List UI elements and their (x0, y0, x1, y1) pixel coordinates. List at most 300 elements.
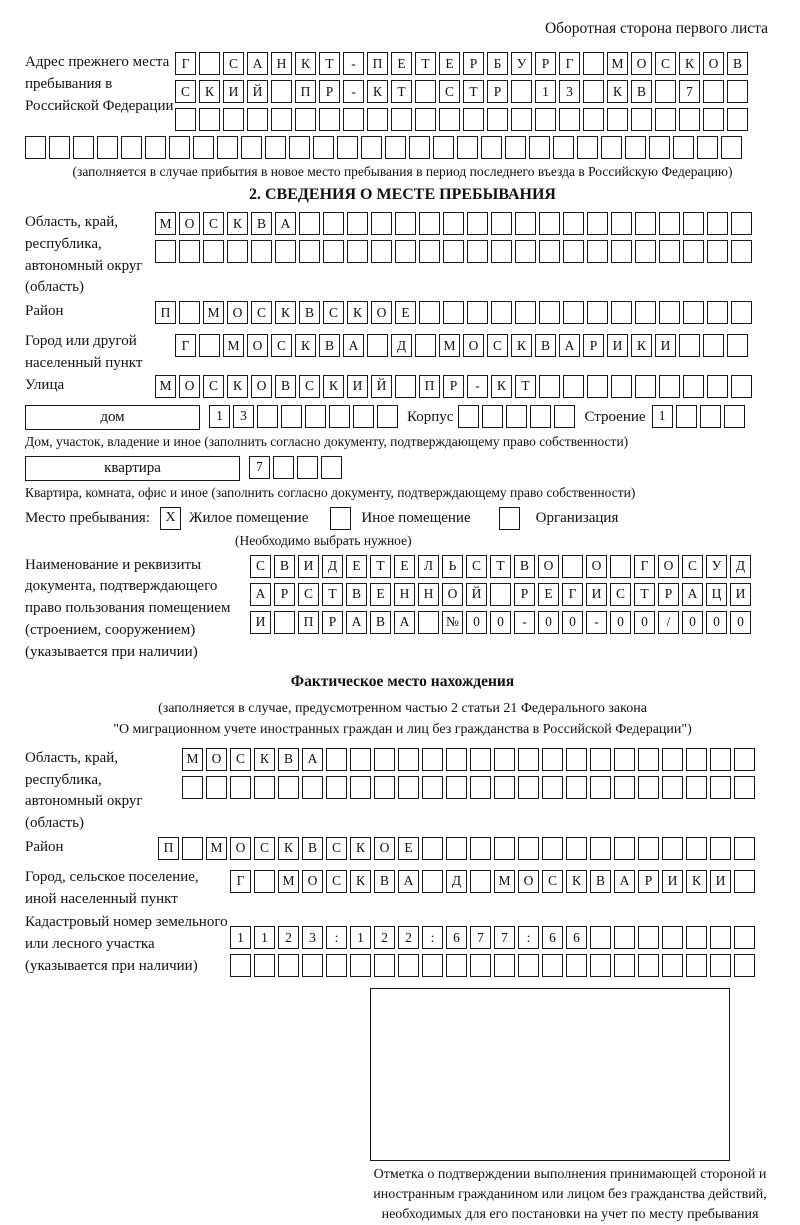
char-cell[interactable]: К (511, 334, 532, 357)
char-cell[interactable] (614, 954, 635, 977)
char-cell[interactable]: 0 (538, 611, 559, 634)
char-cell[interactable]: С (203, 375, 224, 398)
char-cell[interactable]: 0 (610, 611, 631, 634)
char-cell[interactable]: : (326, 926, 347, 949)
char-cell[interactable] (518, 748, 539, 771)
char-cell[interactable] (635, 301, 656, 324)
char-cell[interactable] (662, 926, 683, 949)
char-cell[interactable]: О (179, 212, 200, 235)
char-cell[interactable]: 3 (302, 926, 323, 949)
char-cell[interactable]: М (494, 870, 515, 893)
char-cell[interactable]: О (227, 301, 248, 324)
char-cell[interactable]: В (535, 334, 556, 357)
char-cell[interactable] (679, 108, 700, 131)
char-cell[interactable] (374, 954, 395, 977)
char-cell[interactable]: К (275, 301, 296, 324)
char-cell[interactable] (257, 405, 278, 428)
char-cell[interactable] (289, 136, 310, 159)
char-cell[interactable]: В (346, 583, 367, 606)
char-cell[interactable]: Д (446, 870, 467, 893)
char-cell[interactable]: В (514, 555, 535, 578)
char-cell[interactable]: А (343, 334, 364, 357)
char-cell[interactable] (638, 748, 659, 771)
char-cell[interactable] (673, 136, 694, 159)
checkbox-other-premises[interactable] (330, 507, 351, 530)
char-cell[interactable] (422, 776, 443, 799)
char-cell[interactable] (337, 136, 358, 159)
char-cell[interactable] (731, 212, 752, 235)
char-cell[interactable] (734, 954, 755, 977)
char-cell[interactable]: И (223, 80, 244, 103)
char-cell[interactable]: В (590, 870, 611, 893)
char-cell[interactable]: М (155, 212, 176, 235)
char-cell[interactable] (679, 334, 700, 357)
char-cell[interactable]: : (422, 926, 443, 949)
char-cell[interactable] (614, 926, 635, 949)
char-cell[interactable]: В (302, 837, 323, 860)
char-cell[interactable]: Л (418, 555, 439, 578)
char-cell[interactable] (422, 954, 443, 977)
char-cell[interactable]: Р (638, 870, 659, 893)
char-cell[interactable]: С (326, 837, 347, 860)
char-cell[interactable]: К (278, 837, 299, 860)
char-cell[interactable] (614, 748, 635, 771)
char-cell[interactable]: Е (391, 52, 412, 75)
char-cell[interactable] (121, 136, 142, 159)
char-cell[interactable] (683, 375, 704, 398)
char-cell[interactable] (422, 748, 443, 771)
char-cell[interactable]: Т (634, 583, 655, 606)
char-cell[interactable]: / (658, 611, 679, 634)
char-cell[interactable]: Е (395, 301, 416, 324)
char-cell[interactable] (734, 837, 755, 860)
char-cell[interactable]: И (586, 583, 607, 606)
char-cell[interactable]: Т (463, 80, 484, 103)
char-cell[interactable]: С (323, 301, 344, 324)
char-cell[interactable]: Р (319, 80, 340, 103)
char-cell[interactable]: К (199, 80, 220, 103)
char-cell[interactable]: К (686, 870, 707, 893)
char-cell[interactable] (587, 375, 608, 398)
char-cell[interactable] (371, 240, 392, 263)
char-cell[interactable]: 7 (494, 926, 515, 949)
char-cell[interactable] (433, 136, 454, 159)
char-cell[interactable] (734, 748, 755, 771)
char-cell[interactable] (631, 108, 652, 131)
char-cell[interactable]: К (679, 52, 700, 75)
char-cell[interactable] (707, 212, 728, 235)
char-cell[interactable] (515, 240, 536, 263)
char-cell[interactable] (299, 212, 320, 235)
char-cell[interactable]: Т (391, 80, 412, 103)
char-cell[interactable] (731, 240, 752, 263)
char-cell[interactable]: С (326, 870, 347, 893)
char-cell[interactable] (490, 583, 511, 606)
char-cell[interactable]: В (374, 870, 395, 893)
char-cell[interactable]: С (655, 52, 676, 75)
char-cell[interactable]: О (658, 555, 679, 578)
char-cell[interactable] (203, 240, 224, 263)
char-cell[interactable] (686, 954, 707, 977)
char-cell[interactable]: Д (730, 555, 751, 578)
char-cell[interactable]: В (251, 212, 272, 235)
char-cell[interactable] (607, 108, 628, 131)
char-cell[interactable]: А (275, 212, 296, 235)
char-cell[interactable] (367, 108, 388, 131)
char-cell[interactable]: - (586, 611, 607, 634)
char-cell[interactable]: П (419, 375, 440, 398)
char-cell[interactable] (539, 301, 560, 324)
char-cell[interactable]: 7 (679, 80, 700, 103)
char-cell[interactable] (505, 136, 526, 159)
char-cell[interactable]: 2 (278, 926, 299, 949)
char-cell[interactable] (659, 240, 680, 263)
char-cell[interactable]: О (518, 870, 539, 893)
char-cell[interactable] (542, 837, 563, 860)
char-cell[interactable]: 0 (706, 611, 727, 634)
char-cell[interactable]: А (247, 52, 268, 75)
char-cell[interactable] (566, 954, 587, 977)
char-cell[interactable]: С (230, 748, 251, 771)
char-cell[interactable] (734, 870, 755, 893)
char-cell[interactable]: Б (487, 52, 508, 75)
char-cell[interactable] (199, 334, 220, 357)
char-cell[interactable] (278, 954, 299, 977)
char-cell[interactable]: Г (559, 52, 580, 75)
char-cell[interactable] (710, 954, 731, 977)
char-cell[interactable] (418, 611, 439, 634)
char-cell[interactable] (494, 748, 515, 771)
char-cell[interactable] (446, 837, 467, 860)
char-cell[interactable] (554, 405, 575, 428)
char-cell[interactable] (343, 108, 364, 131)
house-type-box[interactable]: дом (25, 405, 200, 430)
char-cell[interactable] (313, 136, 334, 159)
char-cell[interactable]: К (227, 212, 248, 235)
char-cell[interactable]: 0 (490, 611, 511, 634)
char-cell[interactable]: О (538, 555, 559, 578)
char-cell[interactable] (583, 108, 604, 131)
char-cell[interactable] (686, 748, 707, 771)
char-cell[interactable]: В (299, 301, 320, 324)
char-cell[interactable]: А (302, 748, 323, 771)
char-cell[interactable]: 6 (446, 926, 467, 949)
char-cell[interactable] (97, 136, 118, 159)
char-cell[interactable] (587, 212, 608, 235)
char-cell[interactable] (518, 954, 539, 977)
char-cell[interactable]: К (367, 80, 388, 103)
char-cell[interactable] (446, 748, 467, 771)
char-cell[interactable] (535, 108, 556, 131)
char-cell[interactable]: И (710, 870, 731, 893)
char-cell[interactable] (710, 776, 731, 799)
char-cell[interactable] (467, 212, 488, 235)
char-cell[interactable] (297, 456, 318, 479)
char-cell[interactable] (446, 776, 467, 799)
apartment-type-box[interactable]: квартира (25, 456, 240, 481)
char-cell[interactable] (611, 301, 632, 324)
char-cell[interactable] (227, 240, 248, 263)
char-cell[interactable]: А (614, 870, 635, 893)
char-cell[interactable]: - (343, 52, 364, 75)
char-cell[interactable] (659, 301, 680, 324)
char-cell[interactable] (710, 748, 731, 771)
char-cell[interactable]: О (302, 870, 323, 893)
char-cell[interactable] (731, 301, 752, 324)
char-cell[interactable] (361, 136, 382, 159)
char-cell[interactable]: П (298, 611, 319, 634)
char-cell[interactable]: С (610, 583, 631, 606)
char-cell[interactable]: И (607, 334, 628, 357)
char-cell[interactable] (193, 136, 214, 159)
char-cell[interactable] (727, 108, 748, 131)
char-cell[interactable] (662, 776, 683, 799)
char-cell[interactable] (175, 108, 196, 131)
char-cell[interactable]: С (542, 870, 563, 893)
char-cell[interactable] (542, 954, 563, 977)
char-cell[interactable]: Р (487, 80, 508, 103)
char-cell[interactable]: П (367, 52, 388, 75)
char-cell[interactable]: О (179, 375, 200, 398)
char-cell[interactable] (179, 301, 200, 324)
char-cell[interactable] (182, 776, 203, 799)
char-cell[interactable] (470, 870, 491, 893)
char-cell[interactable] (542, 748, 563, 771)
char-cell[interactable] (638, 954, 659, 977)
char-cell[interactable] (659, 375, 680, 398)
char-cell[interactable] (326, 954, 347, 977)
char-cell[interactable]: Г (634, 555, 655, 578)
char-cell[interactable]: П (158, 837, 179, 860)
char-cell[interactable]: - (467, 375, 488, 398)
char-cell[interactable] (439, 108, 460, 131)
char-cell[interactable] (457, 136, 478, 159)
char-cell[interactable] (686, 837, 707, 860)
char-cell[interactable] (610, 555, 631, 578)
char-cell[interactable] (563, 301, 584, 324)
char-cell[interactable] (590, 776, 611, 799)
char-cell[interactable] (398, 776, 419, 799)
char-cell[interactable] (470, 748, 491, 771)
char-cell[interactable]: Т (319, 52, 340, 75)
char-cell[interactable] (199, 108, 220, 131)
char-cell[interactable] (590, 926, 611, 949)
char-cell[interactable]: Д (391, 334, 412, 357)
char-cell[interactable]: У (511, 52, 532, 75)
char-cell[interactable]: К (227, 375, 248, 398)
char-cell[interactable] (470, 954, 491, 977)
char-cell[interactable]: Е (538, 583, 559, 606)
char-cell[interactable] (562, 555, 583, 578)
char-cell[interactable] (271, 108, 292, 131)
char-cell[interactable] (515, 212, 536, 235)
char-cell[interactable]: Н (418, 583, 439, 606)
char-cell[interactable]: К (350, 837, 371, 860)
char-cell[interactable]: 1 (350, 926, 371, 949)
char-cell[interactable] (230, 776, 251, 799)
char-cell[interactable] (563, 375, 584, 398)
char-cell[interactable]: 1 (652, 405, 673, 428)
char-cell[interactable] (145, 136, 166, 159)
char-cell[interactable] (511, 80, 532, 103)
char-cell[interactable]: С (223, 52, 244, 75)
char-cell[interactable] (278, 776, 299, 799)
char-cell[interactable] (463, 108, 484, 131)
char-cell[interactable]: К (295, 52, 316, 75)
char-cell[interactable] (305, 405, 326, 428)
char-cell[interactable] (25, 136, 46, 159)
char-cell[interactable]: О (631, 52, 652, 75)
char-cell[interactable] (323, 240, 344, 263)
char-cell[interactable] (587, 301, 608, 324)
char-cell[interactable] (697, 136, 718, 159)
char-cell[interactable]: С (439, 80, 460, 103)
char-cell[interactable] (529, 136, 550, 159)
char-cell[interactable]: С (254, 837, 275, 860)
char-cell[interactable] (319, 108, 340, 131)
char-cell[interactable]: Р (535, 52, 556, 75)
char-cell[interactable] (686, 776, 707, 799)
char-cell[interactable]: Й (247, 80, 268, 103)
char-cell[interactable]: № (442, 611, 463, 634)
char-cell[interactable]: 0 (562, 611, 583, 634)
char-cell[interactable] (710, 837, 731, 860)
char-cell[interactable] (662, 954, 683, 977)
char-cell[interactable] (179, 240, 200, 263)
char-cell[interactable] (443, 301, 464, 324)
char-cell[interactable]: Г (175, 334, 196, 357)
char-cell[interactable] (395, 375, 416, 398)
char-cell[interactable]: - (343, 80, 364, 103)
char-cell[interactable]: Т (490, 555, 511, 578)
char-cell[interactable] (223, 108, 244, 131)
char-cell[interactable]: И (655, 334, 676, 357)
char-cell[interactable] (395, 240, 416, 263)
char-cell[interactable] (367, 334, 388, 357)
char-cell[interactable] (703, 108, 724, 131)
char-cell[interactable]: 1 (209, 405, 230, 428)
char-cell[interactable] (494, 776, 515, 799)
char-cell[interactable]: Е (398, 837, 419, 860)
char-cell[interactable]: 0 (682, 611, 703, 634)
char-cell[interactable]: М (182, 748, 203, 771)
char-cell[interactable] (707, 240, 728, 263)
char-cell[interactable]: П (295, 80, 316, 103)
char-cell[interactable] (553, 136, 574, 159)
char-cell[interactable] (377, 405, 398, 428)
char-cell[interactable]: С (487, 334, 508, 357)
char-cell[interactable]: В (278, 748, 299, 771)
char-cell[interactable]: Й (371, 375, 392, 398)
char-cell[interactable] (415, 108, 436, 131)
char-cell[interactable] (321, 456, 342, 479)
char-cell[interactable] (727, 334, 748, 357)
char-cell[interactable]: М (155, 375, 176, 398)
char-cell[interactable] (683, 240, 704, 263)
char-cell[interactable]: И (730, 583, 751, 606)
char-cell[interactable] (590, 748, 611, 771)
char-cell[interactable] (446, 954, 467, 977)
char-cell[interactable] (662, 748, 683, 771)
char-cell[interactable] (590, 837, 611, 860)
char-cell[interactable] (563, 212, 584, 235)
char-cell[interactable] (247, 108, 268, 131)
char-cell[interactable] (734, 776, 755, 799)
char-cell[interactable] (409, 136, 430, 159)
char-cell[interactable]: Ц (706, 583, 727, 606)
char-cell[interactable]: С (250, 555, 271, 578)
char-cell[interactable]: К (295, 334, 316, 357)
char-cell[interactable] (199, 52, 220, 75)
char-cell[interactable]: 7 (249, 456, 270, 479)
char-cell[interactable] (265, 136, 286, 159)
char-cell[interactable] (482, 405, 503, 428)
char-cell[interactable] (182, 837, 203, 860)
char-cell[interactable]: 3 (559, 80, 580, 103)
char-cell[interactable]: 0 (466, 611, 487, 634)
char-cell[interactable]: К (350, 870, 371, 893)
char-cell[interactable] (254, 954, 275, 977)
char-cell[interactable] (398, 954, 419, 977)
char-cell[interactable] (638, 837, 659, 860)
char-cell[interactable] (470, 776, 491, 799)
char-cell[interactable] (707, 375, 728, 398)
char-cell[interactable] (419, 301, 440, 324)
char-cell[interactable]: У (706, 555, 727, 578)
char-cell[interactable]: О (703, 52, 724, 75)
char-cell[interactable] (254, 870, 275, 893)
char-cell[interactable]: Д (322, 555, 343, 578)
char-cell[interactable] (583, 80, 604, 103)
char-cell[interactable] (734, 926, 755, 949)
char-cell[interactable]: О (206, 748, 227, 771)
char-cell[interactable] (566, 837, 587, 860)
char-cell[interactable] (49, 136, 70, 159)
char-cell[interactable]: 1 (254, 926, 275, 949)
char-cell[interactable] (323, 212, 344, 235)
char-cell[interactable]: Т (515, 375, 536, 398)
char-cell[interactable]: А (394, 611, 415, 634)
char-cell[interactable]: Р (274, 583, 295, 606)
char-cell[interactable] (443, 212, 464, 235)
char-cell[interactable]: О (247, 334, 268, 357)
char-cell[interactable] (155, 240, 176, 263)
char-cell[interactable]: А (682, 583, 703, 606)
char-cell[interactable] (329, 405, 350, 428)
char-cell[interactable] (494, 837, 515, 860)
char-cell[interactable] (353, 405, 374, 428)
char-cell[interactable]: : (518, 926, 539, 949)
char-cell[interactable] (350, 748, 371, 771)
char-cell[interactable]: Р (322, 611, 343, 634)
char-cell[interactable]: Т (370, 555, 391, 578)
char-cell[interactable]: К (491, 375, 512, 398)
char-cell[interactable] (422, 870, 443, 893)
char-cell[interactable] (487, 108, 508, 131)
char-cell[interactable] (515, 301, 536, 324)
char-cell[interactable]: И (298, 555, 319, 578)
char-cell[interactable] (686, 926, 707, 949)
char-cell[interactable]: О (251, 375, 272, 398)
char-cell[interactable] (611, 375, 632, 398)
char-cell[interactable] (422, 837, 443, 860)
char-cell[interactable] (530, 405, 551, 428)
char-cell[interactable] (539, 240, 560, 263)
char-cell[interactable] (302, 776, 323, 799)
char-cell[interactable]: Г (175, 52, 196, 75)
char-cell[interactable] (443, 240, 464, 263)
char-cell[interactable]: В (727, 52, 748, 75)
